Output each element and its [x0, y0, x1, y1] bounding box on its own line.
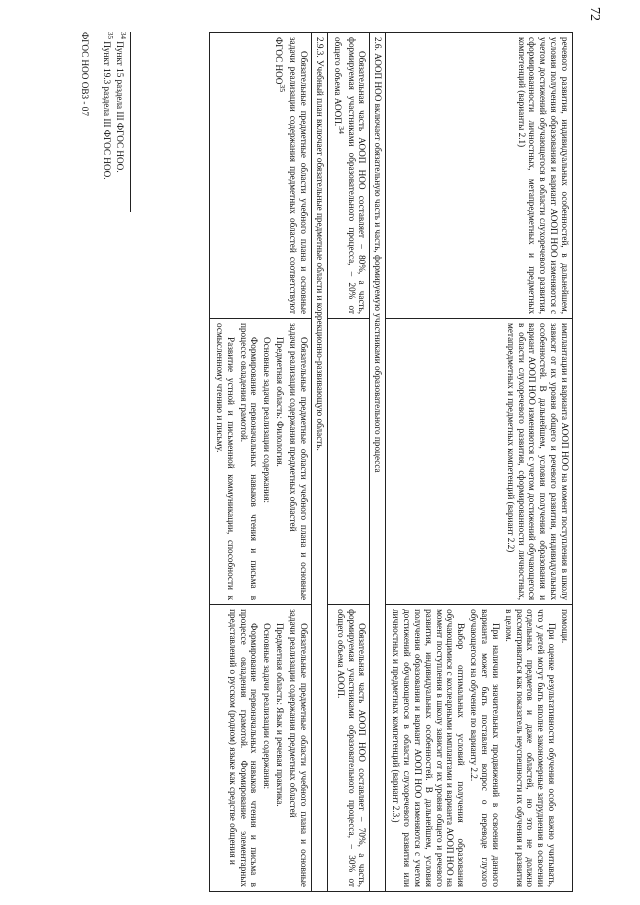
cell-volume-2-2	[327, 319, 370, 605]
table-row	[210, 33, 312, 892]
rotated-content	[58, 32, 573, 892]
table-row	[386, 33, 573, 892]
cell-text: Предметная область: Язык и речевая практика.	[275, 623, 286, 807]
cell-text: Формирование первоначальных навыков чтения и письма в процессе овладения грамотой. Формирование элементарных представлений о русском (родном) языке как средстве общения и	[227, 609, 260, 887]
footnote-ref: 34	[336, 126, 346, 134]
cell-text: Обязательные предметные области учебного плана и основные задачи реализации содержания предметных областей	[288, 323, 309, 601]
cell-text: Основные задачи реализации содержания:	[262, 623, 273, 790]
footnote-rule	[130, 32, 131, 212]
cell-plan-2-3	[210, 605, 312, 892]
cell-text: При наличии значительных продвижений в освоении данного варианта может быть поставлен вопрос о переводе глухого обучающегося на обучение по варианту 2.2.	[469, 609, 501, 887]
section-heading-2-9-3: 2.9.3. Учебный план включает обязательные предметные области и коррекционно-развивающую область.	[311, 33, 327, 892]
document-code: ФГОС НОО ОВЗ - 07	[79, 32, 90, 116]
table-row	[327, 33, 370, 892]
section-row	[311, 33, 327, 892]
requirements-table	[209, 32, 573, 892]
cell-plan-2-2	[210, 319, 312, 605]
cell-volume-2-1	[327, 33, 370, 319]
cell-plan-2-1	[210, 33, 312, 319]
page-number: 72	[587, 7, 602, 21]
cell-text: При оценке результативности обучения особо важно учитывать, что у детей могут быть вполне закономерные затруднения в освоении отдельных предметов и даже областей, но это не должно рассматриваться как показатель неуспешности их обучения и развития в целом.	[503, 609, 558, 887]
section-heading-2-6: 2.6. АООП НОО включает обязательную часть и часть, формируемую участниками образовательного процесса	[370, 33, 386, 892]
cell-volume-2-3	[327, 605, 370, 892]
footnotes	[15, 32, 135, 892]
cell-text: Обязательная часть АООП НОО составляет – 70%, а часть, формируемая участниками образовательного процесса, – 30% от общего объема АООП.	[335, 609, 368, 887]
cell-variant-2-3	[386, 605, 573, 892]
cell-variant-2-1	[386, 33, 573, 319]
cell-text: Обязательные предметные области учебного плана и основные задачи реализации содержания предметных областей соответствуют ФГОС НОО$^{35}$	[274, 37, 309, 315]
footnote-ref: 35	[278, 84, 288, 93]
section-row	[370, 33, 386, 892]
cell-text: помощи.	[560, 609, 570, 644]
cell-text: Предметная область: Филология.	[275, 337, 286, 467]
cell-variant-2-2	[386, 319, 573, 605]
cell-text: Обязательные предметные области учебного плана и основные задачи реализации содержания предметных областей	[288, 609, 309, 887]
cell-text: Основные задачи реализации содержания:	[262, 337, 273, 503]
footnote: $^{34}$ Пункт 15 раздела III ФГОС НОО.	[114, 32, 127, 173]
cell-text: Обязательная часть АООП НОО составляет – 80%, а часть, формируемая участниками образовательного процесса, – 20% от общего объема АООП.$^{34}$	[332, 37, 368, 315]
cell-text: речевого развития, индивидуальных особенностей, в дальнейшем, условия получения образования и вариант АООП НОО изменяются с учетом достижений обучающегося в области слухоречевого развития, сформированности личностных, метапредметных и предметных компетенций (варианты 2.1)	[516, 37, 570, 315]
cell-text: Формирование первоначальных навыков чтения и письма в процессе овладения грамотой.	[238, 323, 260, 601]
cell-text: имплантации и варианта АООП НОО на момент поступления в школу зависят от их уровня общего и речевого развития, индивидуальных особенностей. В дальнейшем, условия получения образования и вариант АООП НОО изменяются с учетом достижений обучающегося в области слухоречевого развития, сформированности личностных, метапредметных и предметных компетенций (вариант 2.2)	[505, 323, 570, 601]
footnote: $^{35}$ Пункт 19.3 раздела III ФГОС НОО.	[101, 32, 114, 180]
cell-text: Выбор оптимальных условий получения образования обучающимися с кохлеарными имплантами и варианта АООП НОО на момент поступления в школу зависит от их уровня общего и речевого развития, индивидуальных особенностей. В дальнейшем, условия получения образования и вариант АООП НОО изменяются с учетом достижений обучающегося в области слухоречевого развития или личностных и предметных компетенций (вариант 2.3.)	[391, 609, 467, 887]
cell-text: Развитие устной и письменной коммуникации, способности к осмысленному чтению и письму.	[214, 323, 236, 601]
